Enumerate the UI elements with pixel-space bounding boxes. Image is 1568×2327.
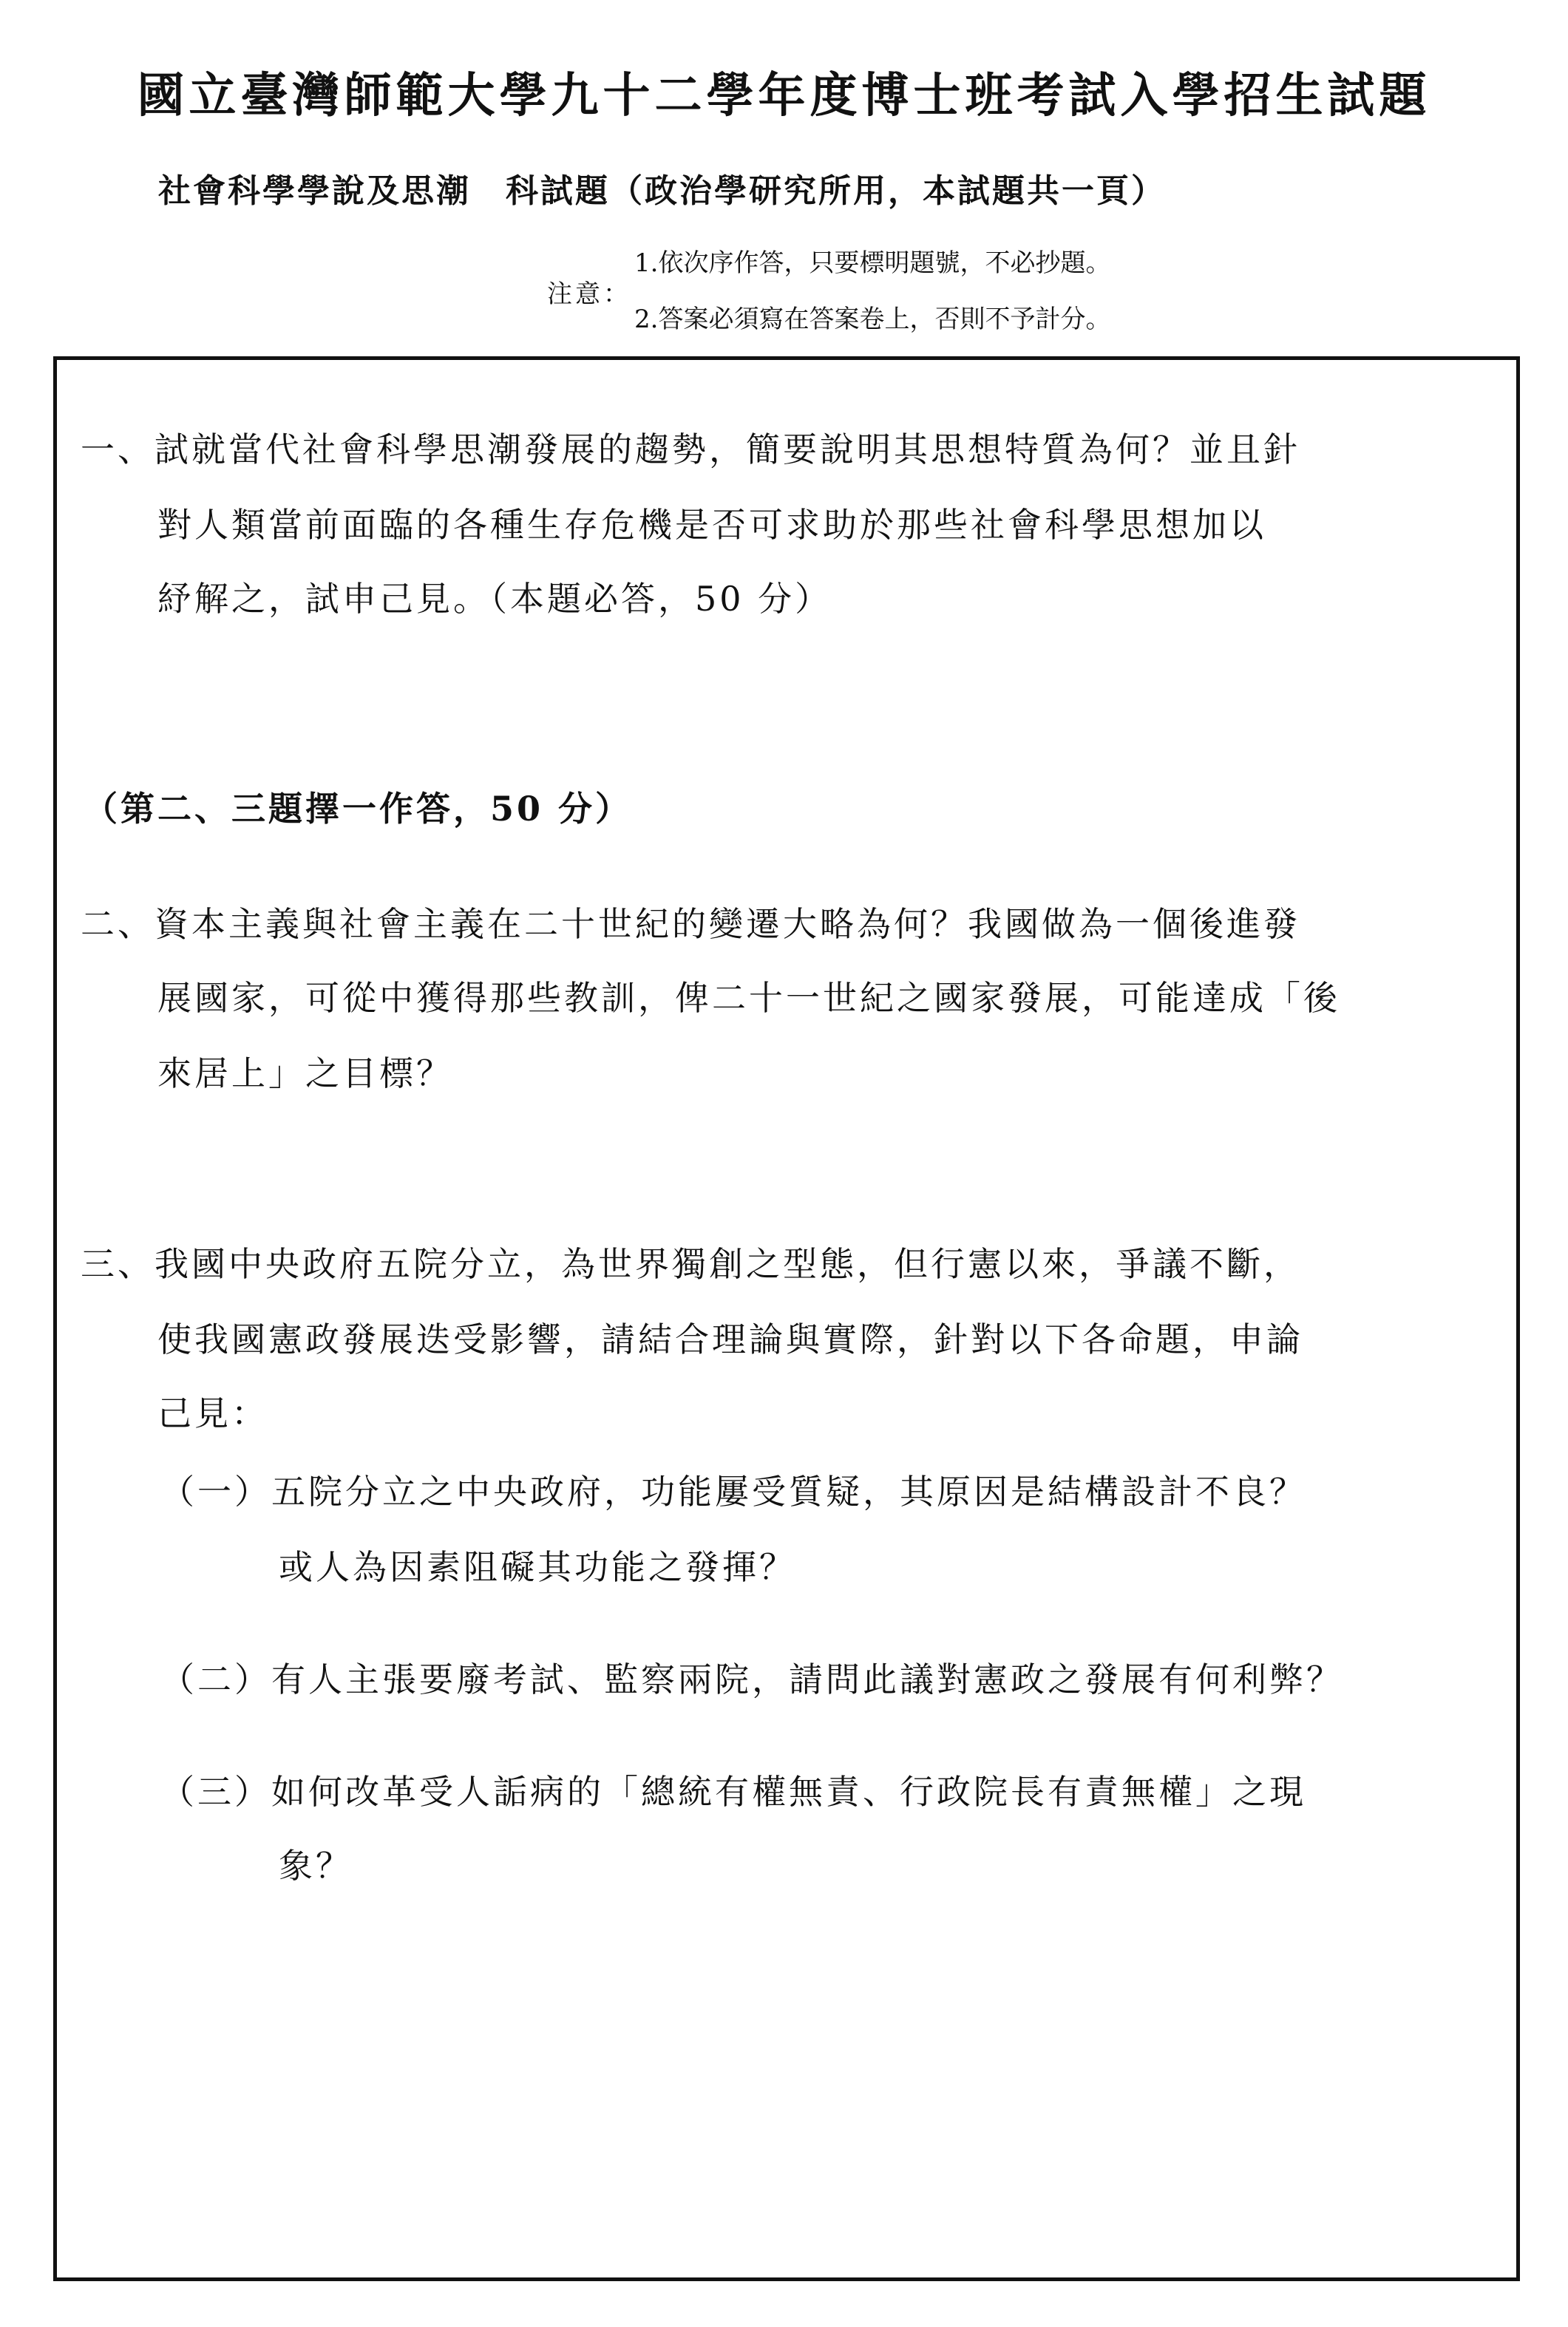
exam-question-box [53, 356, 1520, 2281]
question-1-line-1: 一、試就當代社會科學思潮發展的趨勢，簡要說明其思想特質為何？並且針 [81, 429, 1300, 469]
notice-item-2: 2.答案必須寫在答案卷上，否則不予計分。 [634, 305, 1111, 334]
question-2-line-1: 二、資本主義與社會主義在二十世紀的變遷大略為何？我國做為一個後進發 [81, 904, 1300, 944]
question-2-line-2: 展國家，可從中獲得那些教訓，俾二十一世紀之國家發展，可能達成「後 [157, 978, 1340, 1018]
exam-subtitle: 社會科學學說及思潮 科試題（政治學研究所用，本試題共一頁） [158, 172, 1166, 210]
sub-question-1-line-1: （一）五院分立之中央政府，功能屢受質疑，其原因是結構設計不良？ [160, 1472, 1306, 1512]
notice-item-1: 1.依次序作答，只要標明題號，不必抄題。 [634, 248, 1111, 278]
question-1-line-3: 紓解之，試申己見。（本題必答，50 分） [157, 579, 832, 619]
question-3-line-2: 使我國憲政發展迭受影響，請結合理論與實際，針對以下各命題，申論 [157, 1319, 1303, 1359]
sub-question-1-line-2: 或人為因素阻礙其功能之發揮？ [279, 1547, 796, 1587]
sub-question-2-line-1: （二）有人主張要廢考試、監察兩院，請問此議對憲政之發展有何利弊？ [160, 1660, 1343, 1699]
question-2-line-3: 來居上」之目標？ [157, 1053, 453, 1093]
question-1-line-2: 對人類當前面臨的各種生存危機是否可求助於那些社會科學思想加以 [157, 505, 1266, 545]
question-3-line-1: 三、我國中央政府五院分立，為世界獨創之型態，但行憲以來，爭議不斷， [81, 1244, 1300, 1284]
choice-instruction: （第二、三題擇一作答，50 分） [84, 789, 633, 829]
sub-question-3-line-1: （三）如何改革受人詬病的「總統有權無責、行政院長有責無權」之現 [160, 1772, 1306, 1812]
page-title: 國立臺灣師範大學九十二學年度博士班考試入學招生試題 [137, 68, 1431, 123]
question-3-line-3: 己見： [157, 1393, 268, 1433]
sub-question-3-line-2: 象？ [279, 1846, 353, 1886]
notice-label: 注意： [547, 279, 631, 309]
